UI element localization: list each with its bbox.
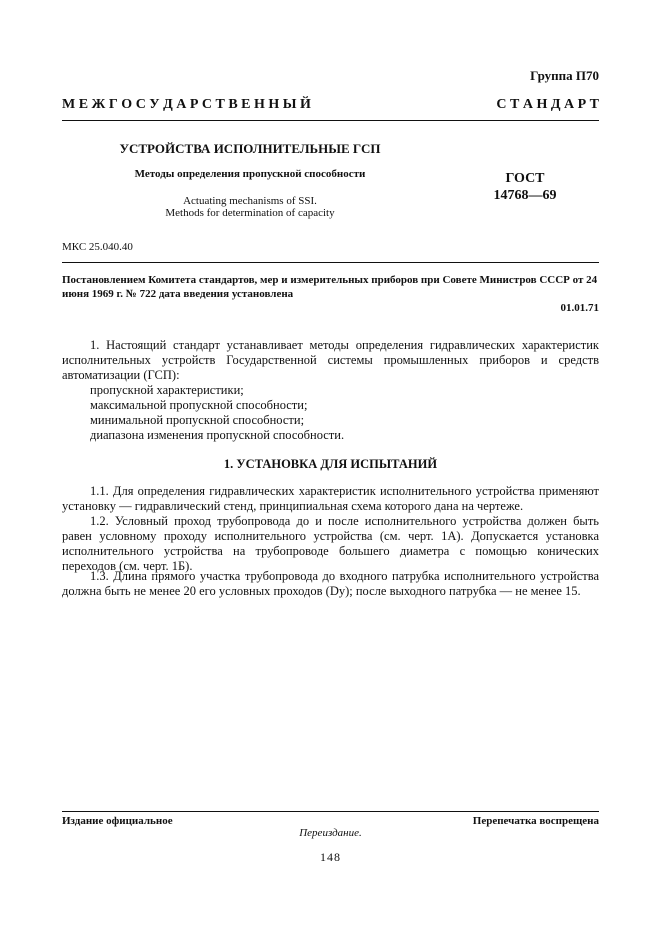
english-title: Actuating mechanisms of SSI.	[183, 195, 317, 207]
document-subtitle: Методы определения пропускной способности	[134, 168, 366, 180]
mks-code: МКС 25.040.40	[62, 241, 133, 253]
page-number: 148	[320, 850, 341, 864]
footer-divider	[62, 811, 599, 812]
effective-date: 01.01.71	[560, 302, 599, 314]
paragraph-1-3: 1.3. Длина прямого участка трубопровода до входного патрубка исполнительного устройства должна быть не менее 20 его условных проходов (Dу); после выходного патрубка — не менее 15.	[62, 569, 599, 598]
list-item: диапазона изменения пропускной способности.	[90, 428, 345, 442]
document-title: УСТРОЙСТВА ИСПОЛНИТЕЛЬНЫЕ ГСП	[119, 141, 381, 156]
group-code: Группа П70	[530, 68, 599, 83]
interstate-standard-banner	[62, 97, 599, 113]
english-subtitle: Methods for determination of capacity	[165, 207, 335, 219]
reissue-label: Переиздание.	[299, 827, 362, 839]
paragraph-1-1: 1.1. Для определения гидравлических характеристик исполнительного устройства применяют установку — гидравлический стенд, принципиальная схема которого дана на чертеже.	[62, 484, 599, 513]
list-item: пропускной характеристики;	[90, 383, 244, 397]
list-item: минимальной пропускной способности;	[90, 413, 305, 427]
interstate-word: М Е Ж Г О С У Д А Р С Т В Е Н Н Ы Й	[62, 97, 311, 112]
gost-designation	[470, 170, 580, 204]
decree-text: Постановлением Комитета стандартов, мер и измерительных приборов при Совете Министров СССР от 24 июня 1969 г. № 722 дата введения установлена	[62, 274, 598, 300]
mks-divider	[62, 262, 599, 263]
standard-word: С Т А Н Д А Р Т	[496, 97, 599, 112]
paragraph-1-2: 1.2. Условный проход трубопровода до и после исполнительного устройства должен быть равен условному проходу исполнительного устройства (см. черт. 1А). Допускается установка исполнительного устройства на трубопроводе большего диаметра с помощью конических переходов (см. черт. 1Б).	[62, 514, 599, 573]
section-heading: 1. УСТАНОВКА ДЛЯ ИСПЫТАНИЙ	[223, 457, 438, 471]
gost-number: 14768—69	[493, 188, 557, 203]
reprint-prohibited-label: Перепечатка воспрещена	[472, 815, 599, 827]
gost-label: ГОСТ	[505, 171, 545, 186]
intro-paragraph: 1. Настоящий стандарт устанавливает методы определения гидравлических характеристик исполнительных устройств Государственной системы промышленных приборов и средств автоматизации (ГСП):	[62, 338, 599, 382]
official-edition-label: Издание официальное	[62, 815, 173, 827]
list-item: максимальной пропускной способности;	[90, 398, 308, 412]
header-divider	[62, 120, 599, 121]
